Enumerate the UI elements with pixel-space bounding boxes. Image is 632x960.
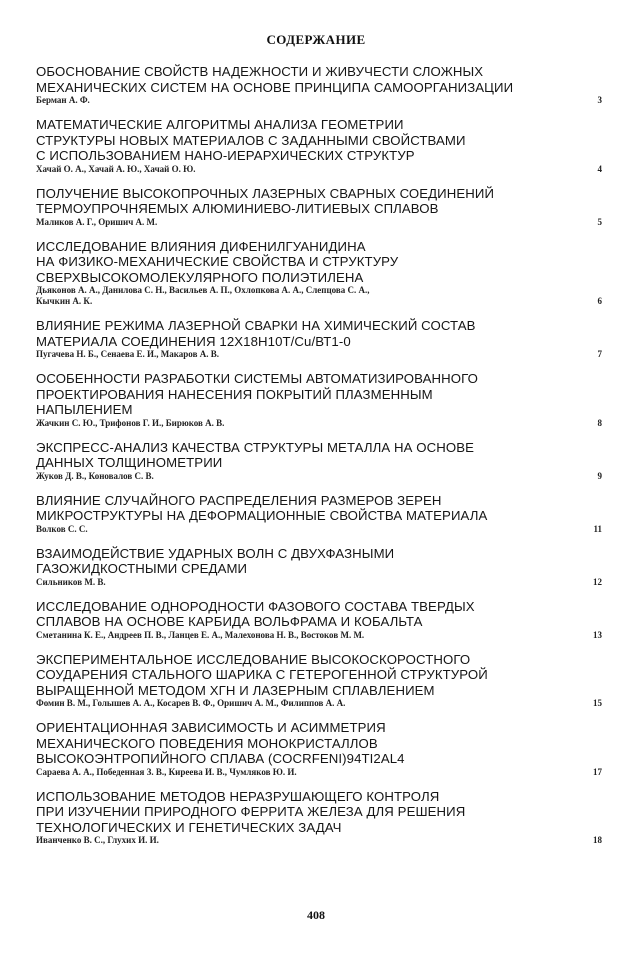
entry-title-line: СВЕРХВЫСОКОМОЛЕКУЛЯРНОГО ПОЛИЭТИЛЕНА xyxy=(36,269,364,285)
entry-title-line: ВЛИЯНИЕ РЕЖИМА ЛАЗЕРНОЙ СВАРКИ НА ХИМИЧЕСКИЙ СОСТАВ xyxy=(36,318,476,333)
entry-title-line: ПОЛУЧЕНИЕ ВЫСОКОПРОЧНЫХ ЛАЗЕРНЫХ СВАРНЫХ СОЕДИНЕНИЙ xyxy=(36,185,495,201)
entry-title-line: ОБОСНОВАНИЕ СВОЙСТВ НАДЕЖНОСТИ И ЖИВУЧЕСТИ СЛОЖНЫХ xyxy=(36,64,484,79)
page-title: СОДЕРЖАНИЕ xyxy=(266,32,366,47)
toc-entry xyxy=(36,789,602,847)
page-number: 408 xyxy=(307,908,325,922)
toc-entry xyxy=(36,599,602,641)
entry-title-line: ВЗАИМОДЕЙСТВИЕ УДАРНЫХ ВОЛН С ДВУХФАЗНЫМИ xyxy=(36,545,395,561)
entry-title-line: ДАННЫХ ТОЛЩИНОМЕТРИИ xyxy=(36,455,223,470)
entry-authors: Пугачева Н. Б., Сенаева Е. И., Макаров А. В. xyxy=(36,349,219,359)
entry-title-line: МАТЕМАТИЧЕСКИЕ АЛГОРИТМЫ АНАЛИЗА ГЕОМЕТРИИ xyxy=(36,117,404,132)
entry-title-line: ИССЛЕДОВАНИЕ ВЛИЯНИЯ ДИФЕНИЛГУАНИДИНА xyxy=(36,238,366,254)
entry-page-number: 6 xyxy=(597,296,602,306)
entry-authors: Берман А. Ф. xyxy=(36,95,90,105)
entry-page-number: 12 xyxy=(593,576,602,587)
entry-title-line: ЭКСПРЕСС-АНАЛИЗ КАЧЕСТВА СТРУКТУРЫ МЕТАЛЛА НА ОСНОВЕ xyxy=(36,439,475,455)
toc-entry xyxy=(36,652,602,710)
toc-entry xyxy=(36,371,602,429)
entry-title-line: МАТЕРИАЛА СОЕДИНЕНИЯ 12Х18Н10Т/Cu/ВТ1-0 xyxy=(36,333,351,349)
toc-list xyxy=(36,64,602,857)
entry-title-line: МИКРОСТРУКТУРЫ НА ДЕФОРМАЦИОННЫЕ СВОЙСТВА МАТЕРИАЛА xyxy=(36,508,488,523)
entry-authors: Иванченко В. С., Глухих И. И. xyxy=(36,835,159,845)
entry-page-number: 4 xyxy=(597,163,602,174)
entry-title-line: СПЛАВОВ НА ОСНОВЕ КАРБИДА ВОЛЬФРАМА И КОБАЛЬТА xyxy=(36,614,423,629)
entry-page-number: 8 xyxy=(597,417,602,428)
entry-page-number: 9 xyxy=(597,470,602,481)
toc-entry xyxy=(36,493,602,535)
entry-authors: Волков С. С. xyxy=(36,523,88,534)
entry-page-number: 7 xyxy=(597,349,602,359)
entry-title-line: МЕХАНИЧЕСКИХ СИСТЕМ НА ОСНОВЕ ПРИНЦИПА САМООРГАНИЗАЦИИ xyxy=(36,79,514,95)
entry-page-number: 17 xyxy=(593,766,602,777)
entry-authors: Сметанина К. Е., Андреев П. В., Ланцев Е. А., Малехонова Н. В., Востоков М. М. xyxy=(36,629,365,640)
entry-title-line: ИССЛЕДОВАНИЕ ОДНОРОДНОСТИ ФАЗОВОГО СОСТАВА ТВЕРДЫХ xyxy=(36,598,475,614)
entry-title-line: ТЕХНОЛОГИЧЕСКИХ И ГЕНЕТИЧЕСКИХ ЗАДАЧ xyxy=(36,819,342,835)
toc-entry xyxy=(36,239,602,308)
entry-title-line: ПРИ ИЗУЧЕНИИ ПРИРОДНОГО ФЕРРИТА ЖЕЛЕЗА ДЛЯ РЕШЕНИЯ xyxy=(36,804,466,819)
entry-authors: Сильников М. В. xyxy=(36,576,106,587)
entry-title-line: ИСПОЛЬЗОВАНИЕ МЕТОДОВ НЕРАЗРУШАЮЩЕГО КОНТРОЛЯ xyxy=(36,788,440,804)
toc-entry xyxy=(36,546,602,588)
entry-title-line: ГАЗОЖИДКОСТНЫМИ СРЕДАМИ xyxy=(36,561,248,576)
entry-page-number: 11 xyxy=(593,523,602,534)
entry-page-number: 18 xyxy=(593,835,602,845)
entry-title-line: ВЫРАЩЕННОЙ МЕТОДОМ ХГН И ЛАЗЕРНЫМ СПЛАВЛЕНИЕМ xyxy=(36,682,435,698)
entry-title-line: ПРОЕКТИРОВАНИЯ НАНЕСЕНИЯ ПОКРЫТИЙ ПЛАЗМЕННЫМ xyxy=(36,386,433,402)
toc-entry xyxy=(36,720,602,778)
entry-title-line: СОУДАРЕНИЯ СТАЛЬНОГО ШАРИКА С ГЕТЕРОГЕННОЙ СТРУКТУРОЙ xyxy=(36,667,488,682)
entry-title-line: ЭКСПЕРИМЕНТАЛЬНОЕ ИССЛЕДОВАНИЕ ВЫСОКОСКОРОСТНОГО xyxy=(36,651,471,667)
entry-title-line: МЕХАНИЧЕСКОГО ПОВЕДЕНИЯ МОНОКРИСТАЛЛОВ xyxy=(36,735,378,751)
entry-authors: Жуков Д. В., Коновалов С. В. xyxy=(36,470,154,481)
entry-page-number: 13 xyxy=(593,629,602,640)
entry-authors: Жачкин С. Ю., Трифонов Г. И., Бирюков А. В. xyxy=(36,417,225,428)
toc-entry xyxy=(36,117,602,175)
entry-title-line: ОРИЕНТАЦИОННАЯ ЗАВИСИМОСТЬ И АСИММЕТРИЯ xyxy=(36,720,386,735)
entry-title-line: ОСОБЕННОСТИ РАЗРАБОТКИ СИСТЕМЫ АВТОМАТИЗИРОВАННОГО xyxy=(36,371,478,386)
entry-authors: Маликов А. Г., Оришич А. М. xyxy=(36,216,158,227)
toc-entry xyxy=(36,64,602,106)
entry-authors: Дьяконов А. А., Данилова С. Н., Васильев А. П., Охлопкова А. А., Слепцова С. А., xyxy=(36,285,370,295)
entry-authors: Кычкин А. К. xyxy=(36,296,93,306)
entry-title-line: СТРУКТУРЫ НОВЫХ МАТЕРИАЛОВ С ЗАДАННЫМИ СВОЙСТВАМИ xyxy=(36,132,466,148)
entry-page-number: 3 xyxy=(597,95,602,105)
toc-entry xyxy=(36,440,602,482)
toc-entry xyxy=(36,318,602,360)
entry-title-line: НАПЫЛЕНИЕМ xyxy=(36,402,133,417)
entry-page-number: 15 xyxy=(593,698,602,708)
entry-title-line: НА ФИЗИКО-МЕХАНИЧЕСКИЕ СВОЙСТВА И СТРУКТУРУ xyxy=(36,254,399,269)
entry-title-line: ВЛИЯНИЕ СЛУЧАЙНОГО РАСПРЕДЕЛЕНИЯ РАЗМЕРОВ ЗЕРЕН xyxy=(36,492,442,508)
entry-authors: Сараева А. А., Победенная З. В., Киреева И. В., Чумляков Ю. И. xyxy=(36,766,297,777)
entry-title-line: С ИСПОЛЬЗОВАНИЕМ НАНО-ИЕРАРХИЧЕСКИХ СТРУКТУР xyxy=(36,148,415,163)
entry-title-line: ВЫСОКОЭНТРОПИЙНОГО СПЛАВА (COCRFENI)94TI2AL4 xyxy=(36,751,405,766)
entry-page-number: 5 xyxy=(597,216,602,227)
entry-authors: Фомин В. М., Голышев А. А., Косарев В. Ф., Оришич А. М., Филиппов А. А. xyxy=(36,698,346,708)
toc-entry xyxy=(36,186,602,228)
entry-authors: Хачай О. А., Хачай А. Ю., Хачай О. Ю. xyxy=(36,163,196,174)
entry-title-line: ТЕРМОУПРОЧНЯЕМЫХ АЛЮМИНИЕВО-ЛИТИЕВЫХ СПЛАВОВ xyxy=(36,201,439,216)
